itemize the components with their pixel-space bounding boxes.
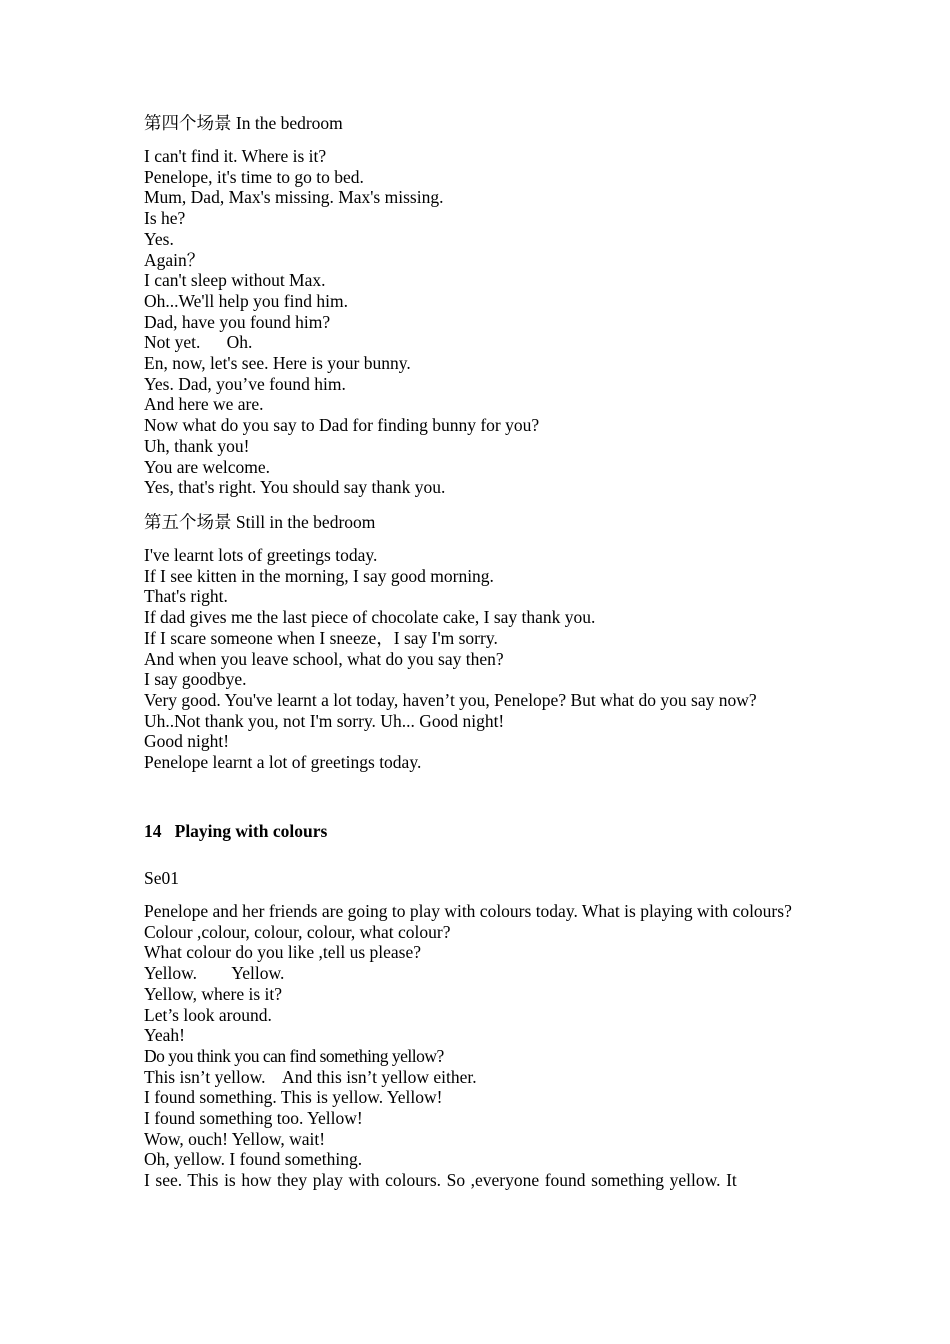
section-14-question-line: Do you think you can find something yellow? <box>144 1045 444 1066</box>
scene4-dialogue-line: Is he? <box>144 208 186 229</box>
scene4-dialogue-line: Yes. Dad, you’ve found him. <box>144 373 346 394</box>
section-14-dialogue-line: What colour do you like ,tell us please? <box>144 942 422 963</box>
scene5-dialogue-line: If I see kitten in the morning, I say good morning. <box>144 565 494 586</box>
scene5-dialogue-line: If dad gives me the last piece of chocolate cake, I say thank you. <box>144 607 596 628</box>
section-14-dialogue-line: This isn’t yellow. And this isn’t yellow either. <box>144 1066 477 1087</box>
section-14-subheading: Se01 <box>144 868 179 888</box>
section-14-dialogue-line: I found something. This is yellow. Yellow! <box>144 1087 443 1108</box>
section-14-dialogue-line: Yellow, where is it? <box>144 983 283 1004</box>
section-14-dialogue-line: Yeah! <box>144 1025 185 1046</box>
scene5-dialogue-line: Uh..Not thank you, not I'm sorry. Uh... Good night! <box>144 710 505 731</box>
scene5-dialogue-line: That's right. <box>144 586 228 607</box>
scene4-dialogue-line: En, now, let's see. Here is your bunny. <box>144 353 411 374</box>
scene5-dialogue-line: I say goodbye. <box>144 669 247 690</box>
scene5-dialogue <box>144 545 806 773</box>
scene5-dialogue-line: I've learnt lots of greetings today. <box>144 545 378 565</box>
scene5-dialogue-line: Good night! <box>144 731 230 752</box>
scene4-heading: 第四个场景 In the bedroom <box>144 113 343 133</box>
section-14-dialogue-line: Colour ,colour, colour, colour, what colour? <box>144 921 451 942</box>
section-14-paragraph: Penelope and her friends are going to play with colours today. What is playing with colours? <box>144 901 792 921</box>
scene4-dialogue-line: Oh...We'll help you find him. <box>144 290 348 311</box>
scene4-dialogue-line: I can't sleep without Max. <box>144 270 326 291</box>
scene4-dialogue-line: Not yet. Oh. <box>144 332 253 353</box>
scene4-dialogue-line: Yes. <box>144 228 174 249</box>
scene5-paragraph: Very good. You've learnt a lot today, haven’t you, Penelope? But what do you say now? <box>144 689 757 710</box>
section-14-dialogue-line: Wow, ouch! Yellow, wait! <box>144 1128 326 1149</box>
scene5-heading: 第五个场景 Still in the bedroom <box>144 512 376 532</box>
scene4-dialogue-line: And here we are. <box>144 394 264 415</box>
scene4-dialogue-line: You are welcome. <box>144 456 271 477</box>
scene4-dialogue-line: Now what do you say to Dad for finding bunny for you? <box>144 415 540 436</box>
scene4-dialogue-line: Again？ <box>144 249 205 270</box>
scene5-dialogue-line: Penelope learnt a lot of greetings today. <box>144 752 422 773</box>
scene5-dialogue-line: If I scare someone when I sneeze，I say I'm sorry. <box>144 627 498 648</box>
section-14-dialogue-line: Let’s look around. <box>144 1004 272 1025</box>
scene4-dialogue-line: Penelope, it's time to go to bed. <box>144 166 364 187</box>
section-14-last-line: I see. This is how they play with colours. So ,everyone found something yellow. It <box>144 1170 737 1191</box>
scene4-dialogue <box>144 146 539 498</box>
section-14-body <box>144 901 806 1191</box>
section-14-title: 14 Playing with colours <box>144 821 328 841</box>
scene4-dialogue-line: Uh, thank you! <box>144 435 250 456</box>
section-14-dialogue-line: Yellow. Yellow. <box>144 963 285 984</box>
scene4-dialogue-line: Dad, have you found him? <box>144 311 331 332</box>
section-14-dialogue-line: I found something too. Yellow! <box>144 1108 363 1129</box>
scene4-dialogue-line: Mum, Dad, Max's missing. Max's missing. <box>144 187 444 208</box>
scene5-dialogue-line: And when you leave school, what do you say then? <box>144 648 504 669</box>
scene4-dialogue-line: Yes, that's right. You should say thank you. <box>144 477 446 498</box>
section-14-dialogue-line: Oh, yellow. I found something. <box>144 1149 363 1170</box>
scene4-dialogue-line: I can't find it. Where is it? <box>144 146 327 166</box>
